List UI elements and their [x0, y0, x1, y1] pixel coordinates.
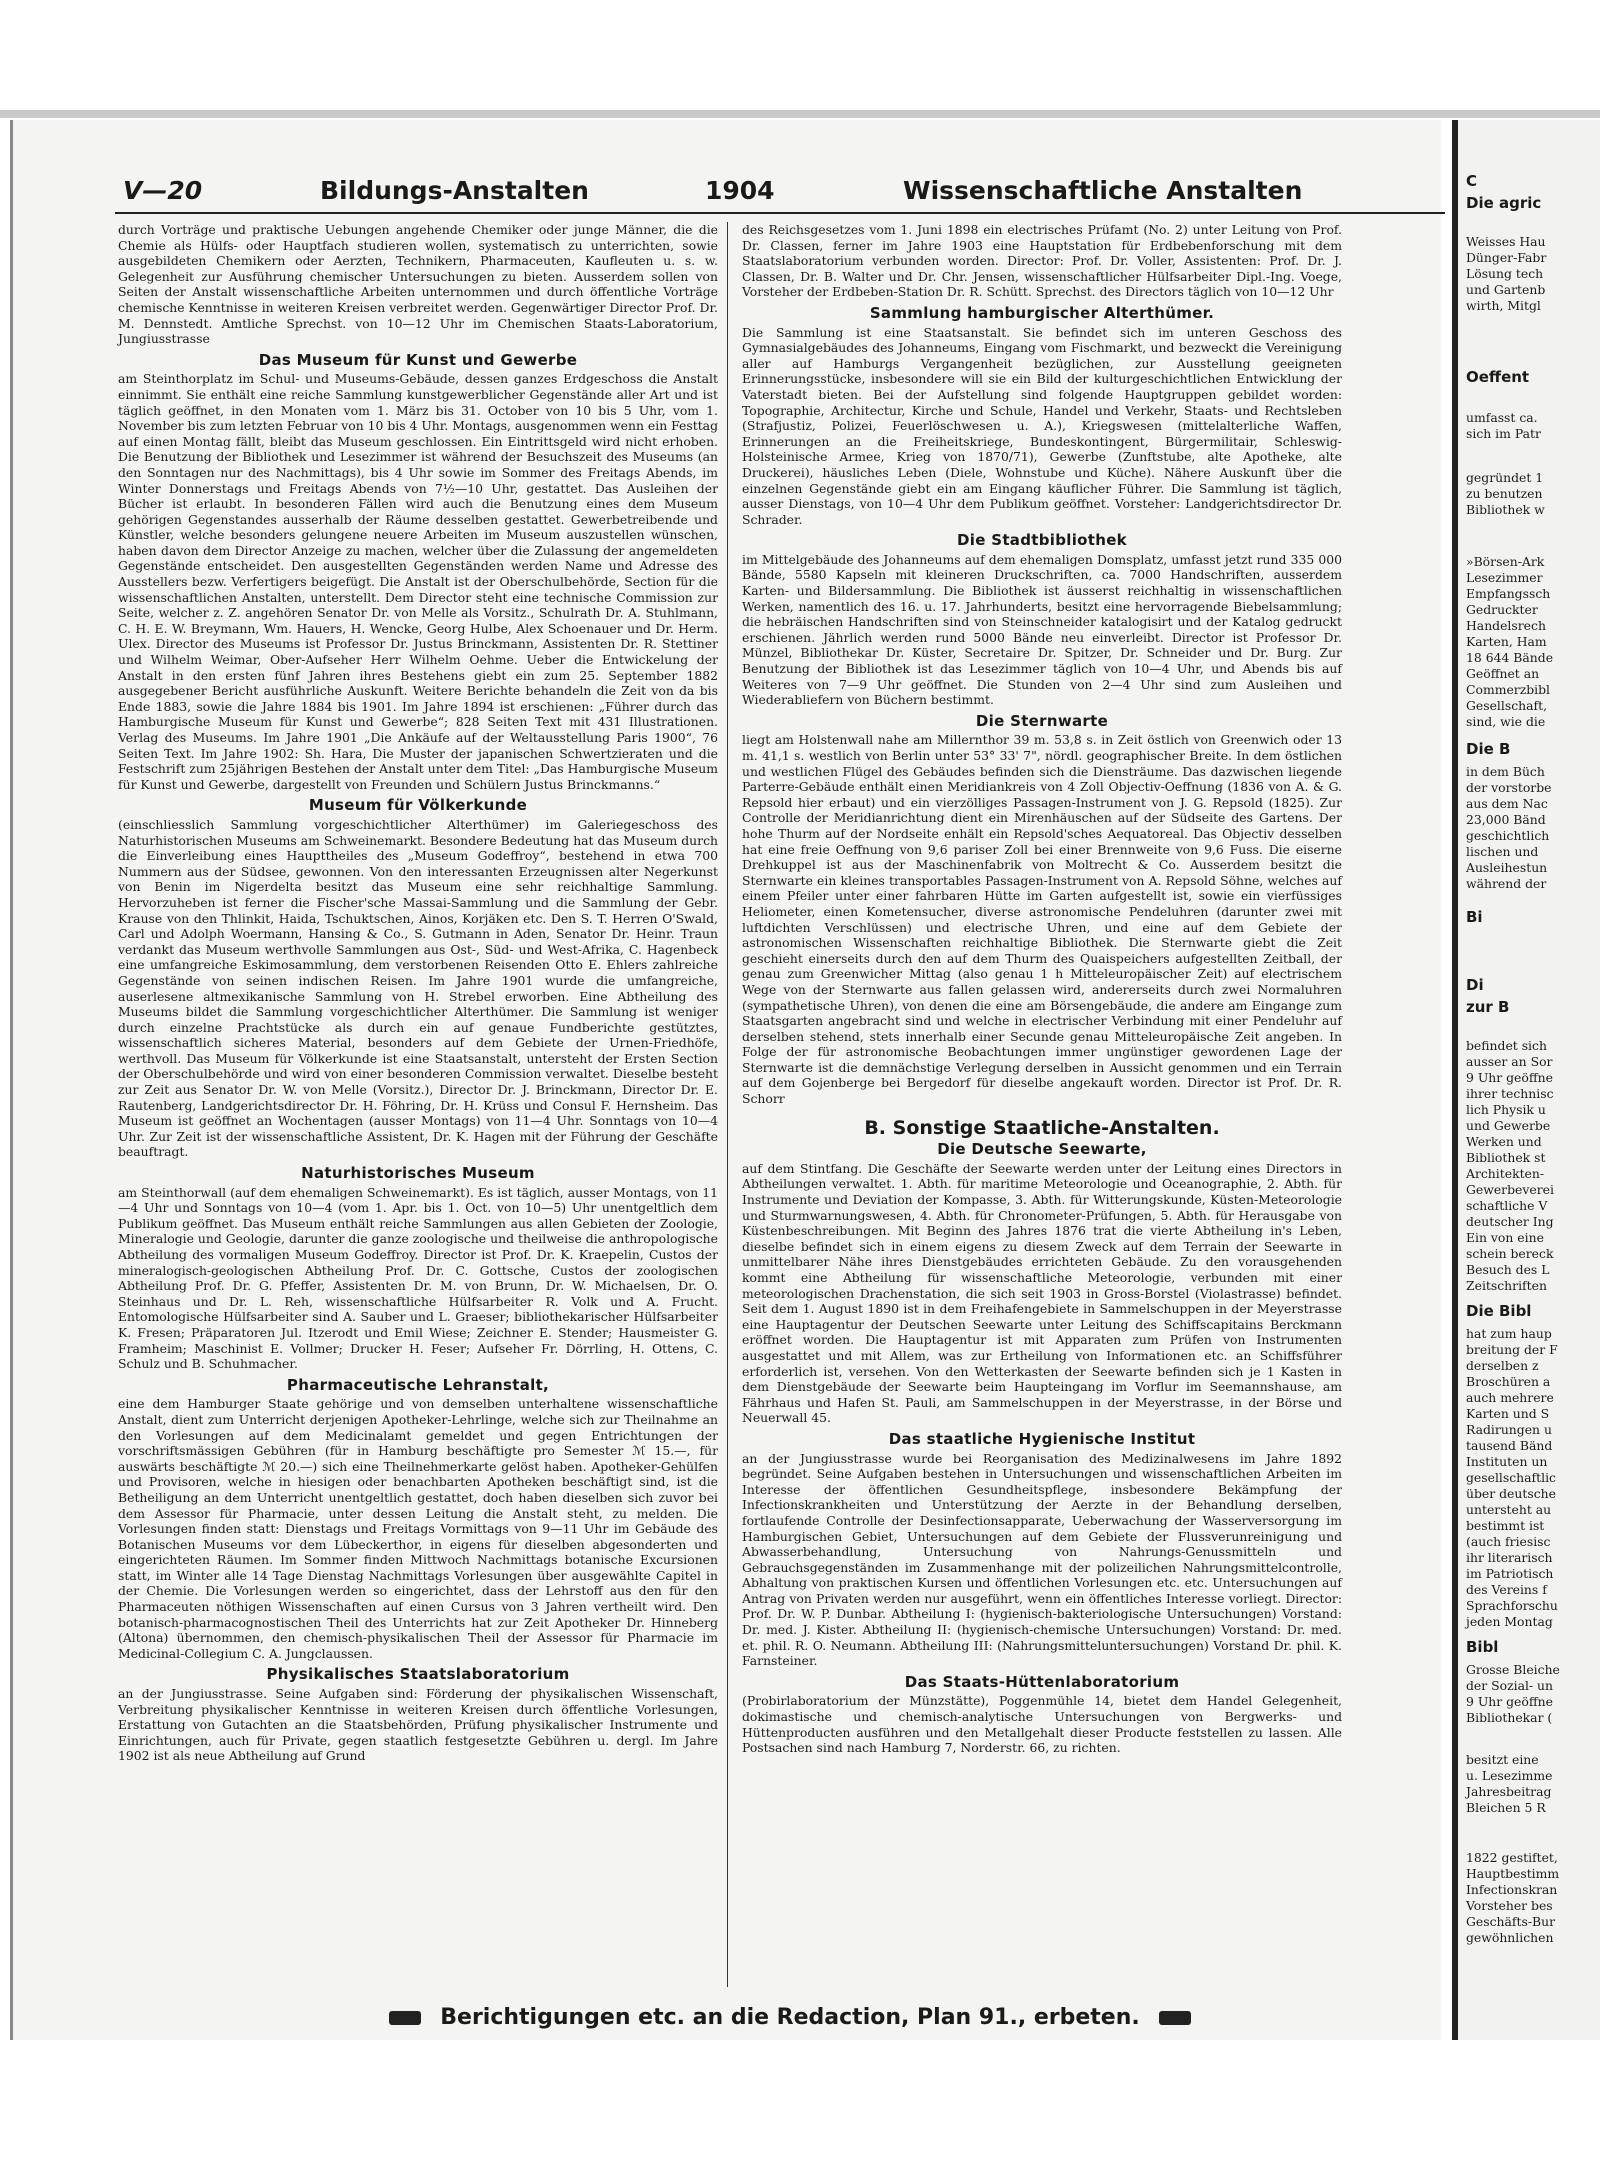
adjacent-line: Radirungen u	[1466, 1422, 1552, 1437]
adjacent-line: Hauptbestimm	[1466, 1866, 1560, 1881]
paragraph: des Reichsgesetzes vom 1. Juni 1898 ein electrisches Prüfamt (No. 2) unter Leitung von Prof. Dr. Classen, ferner im Jahre 1903 eine Hauptstation für Erdbebenforschung mit dem Staatslaboratorium verbunden worden. Director: Prof. Dr. Voller, Assistenten: Prof. Dr. J. Classen, Dr. B. Walter und Dr. Chr. Jensen, wissenschaftlicher Hülfsarbeiter Dipl.-Ing. Voege, Vorsteher der Erdbeben-Station Dr. R. Schütt. Sprechst. des Directors täglich von 10—12 Uhr	[742, 222, 1342, 300]
adjacent-line: Lesezimmer	[1466, 570, 1543, 585]
column-divider	[727, 222, 728, 1987]
paragraph: an der Jungiusstrasse. Seine Aufgaben sind: Förderung der physikalischen Wissenschaft, Verbreitung physikalischer Kenntnisse in weiteren Kreisen durch öffentliche Vorlesungen, Erstattung von Gutachten an die Staatsbehörden, Prüfung physikalischer Instrumente und Einrichtungen, auch für Private, gegen staatlich festgesetzte Gebühren u. dergl. Im Jahre 1902 ist als neue Abtheilung auf Grund	[118, 1686, 718, 1764]
adjacent-line: besitzt eine	[1466, 1752, 1539, 1767]
adjacent-line: Grosse Bleiche	[1466, 1662, 1560, 1677]
adjacent-line: Infectionskran	[1466, 1882, 1558, 1897]
adjacent-line: Jahresbeitrag	[1466, 1784, 1552, 1799]
section-heading: Die Stadtbibliothek	[957, 531, 1127, 550]
adjacent-line: Besuch des L	[1466, 1262, 1550, 1277]
page-number: V—20	[123, 176, 203, 205]
section-heading: Pharmaceutische Lehranstalt,	[286, 1375, 550, 1394]
adjacent-line: Geschäfts-Bur	[1466, 1914, 1556, 1929]
adjacent-line: Bleichen 5 R	[1466, 1800, 1546, 1815]
adjacent-line: Architekten-	[1466, 1166, 1545, 1181]
adjacent-line: Instituten un	[1466, 1454, 1548, 1469]
adjacent-line: Empfangssch	[1466, 586, 1551, 601]
adjacent-line: während der	[1466, 876, 1547, 891]
adjacent-line: »Börsen-Ark	[1466, 554, 1545, 569]
adjacent-line: geschichtlich	[1466, 828, 1550, 843]
adjacent-line: 1822 gestiftet,	[1466, 1850, 1558, 1865]
adjacent-heading: zur B	[1466, 998, 1510, 1016]
adjacent-line: Ausleihestun	[1466, 860, 1548, 875]
paragraph: im Mittelgebäude des Johanneums auf dem ehemaligen Domsplatz, umfasst jetzt rund 335 000 Bände, 5580 Kapseln mit kleineren Druckschriften, ca. 7000 Handschriften, ausserdem Karten- und Bildersammlung. Die Bibliothek ist äusserst reichhaltig in wissenschaftlichen Werken, namentlich des 16. u. 17. Jahrhunderts, besitzt eine hervorragende Biebelsammlung; die hebräischen Handschriften sind von Steinschneider katalogisirt und der Katalog gedruckt erschienen. Jährlich werden rund 5000 Bände neu einverleibt. Director ist Professor Dr. Münzel, Bibliothekar Dr. Küster, Secretaire Dr. Spitzer, Dr. Schneider und Dr. Burg. Zur Benutzung der Bibliothek ist das Lesezimmer täglich von 10—4 Uhr, und Abends bis auf Weiteres von 7—9 Uhr geöffnet. Die Stunden von 2—4 Uhr sind zum Ausleihen und Wiederabliefern von Büchern bestimmt.	[742, 551, 1342, 708]
paragraph: durch Vorträge und praktische Uebungen angehende Chemiker oder junge Männer, die die Chemie als Hülfs- oder Hauptfach studieren wollen, systematisch zu unterrichten, sowie ausgebildeten Chemikern oder Aerzten, Technikern, Pharmaceuten, Kaufleuten u. s. w. Gelegenheit zur Ausführung chemischer Untersuchungen zu bieten. Ausserdem sollen von Seiten der Anstalt wissenschaftliche Arbeiten unternommen und durch öffentliche Vorträge chemische Kenntnisse in weiteren Kreisen verbreitet werden. Gegenwärtiger Director Prof. Dr. M. Dennstedt. Amtliche Sprechst. von 10—12 Uhr im Chemischen Staats-Laboratorium, Jungiusstrasse	[118, 222, 718, 347]
scan-border-top	[0, 110, 1600, 118]
adjacent-line: im Patriotisch	[1466, 1566, 1554, 1581]
paragraph: an der Jungiusstrasse wurde bei Reorganisation des Medizinalwesens im Jahre 1892 begründet. Seine Aufgaben bestehen in Untersuchungen und wissenschaftlichen Arbeiten im Interesse der öffentlichen Gesundheitspflege, insbesondere Bekämpfung der Infectionskrankheiten und Unterstützung der Aerzte in der Behandlung derselben, fortlaufende Controlle der Desinfectionsapparate, Ueberwachung der Wasserversorgung im Hamburgischen Gebiet, Untersuchungen auf dem Gebiete der Flussverunreinigung und Abwasserbehandlung, Untersuchung von Nahrungs-Genussmitteln und Gebrauchsgegenständen im Zusammenhange mit der polizeilichen Nahrungsmittelcontrolle, Abhaltung von praktischen Kursen und öffentlichen Vorlesungen etc. etc. Untersuchungen auf Antrag von Privaten werden nur ausgeführt, wenn ein öffentliches Interesse vorliegt. Director: Prof. Dr. W. P. Dunbar. Abtheilung I: (hygienisch-bakteriologische Untersuchungen) Vorstand: Dr. med. J. Kister. Abtheilung II: (hygienisch-chemische Untersuchungen) Vorstand: Dr. med. et. phil. R. O. Neumann. Abtheilung III: (Nahrungsmitteluntersuchungen) Vorstand Dr. phil. K. Farnsteiner.	[742, 1450, 1342, 1669]
paragraph: eine dem Hamburger Staate gehörige und von demselben unterhaltene wissenschaftliche Anstalt, dient zum Unterricht derjenigen Apotheker-Lehrlinge, welche sich zur Theilnahme an den Vorlesungen auf dem Medicinalamt gemeldet und gegen Entrichtungen der vorschriftsmässigen Gebühren (für in Hamburg beschäftigte pro Semester ℳ 15.—, für auswärts beschäftigte ℳ 20.—) sich eine Theilnehmerkarte gelöst haben. Apotheker-Gehülfen und Provisoren, welche in hiesigen oder benachbarten Apotheken beschäftigt sind, ist die Betheiligung an dem Unterricht unentgeltlich gestattet, doch haben dieselben sich zuvor bei dem Assessor für Pharmacie, unter dessen Leitung die Anstalt steht, zu melden. Die Vorlesungen finden statt: Dienstags und Freitags Vormittags von 9—11 Uhr im Gebäude des Botanischen Museums vor dem Lübeckerthor, in eigens für dieselben abgesonderten und eingerichteten Räumen. Im Sommer finden Mittwoch Nachmittags botanische Excursionen statt, im Winter alle 14 Tage Dienstag Nachmittags Vorlesungen über ausgewählte Capitel in der Chemie. Die Vorlesungen werden so eingerichtet, dass der Lehrstoff aus den für den Pharmaceuten nöthigen Wissenschaften auf einen Cursus von 3 Jahren vertheilt wird. Den botanisch-pharmacognostischen Theil des Unterrichts hat zur Zeit Apotheker Dr. Hinneberg (Altona) übernommen, den chemisch-physikalischen Theil der Assessor für Pharmacie im Medicinal-Collegium C. A. Jungclaussen.	[118, 1396, 718, 1661]
paragraph: Die Sammlung ist eine Staatsanstalt. Sie befindet sich im unteren Geschoss des Gymnasialgebäudes des Johanneums, Eingang vom Fischmarkt, und bezweckt die Vereinigung aller auf Hamburgs Vergangenheit bezüglichen, zur Ausstellung geeigneten Erinnerungsstücke, insbesondere will sie ein Bild der kulturgeschichtlichen Entwicklung der Vaterstadt bieten. Bei der Aufstellung sind folgende Hauptgruppen gebildet worden: Topographie, Architectur, Kirche und Schule, Handel und Verkehr, Staats- und Rechtsleben (Strafjustiz, Polizei, Feuerlöschwesen u. A.), Kriegswesen (mittelalterliche Waffen, Erinnerungen an die Freiheitskriege, Bundeskontingent, Bürgermilitair, Schleswig-Holsteinische Armee, Krieg von 1870/71), Gewerbe (Zunftstube, alte Apotheke, alte Druckerei), häusliches Leben (Diele, Wohnstube und Küche). Nähere Auskunft über die einzelnen Gegenstände giebt ein am Eingang käuflicher Führer. Die Sammlung ist täglich, ausser Dienstags, von 10—4 Uhr dem Publikum geöffnet. Vorsteher: Landgerichtsdirector Dr. Schrader.	[742, 324, 1342, 527]
adjacent-line: Ein von eine	[1466, 1230, 1544, 1245]
adjacent-line: Commerzbibl	[1466, 682, 1551, 697]
paragraph: am Steinthorplatz im Schul- und Museums-Gebäude, dessen ganzes Erdgeschoss die Anstalt einnimmt. Sie enthält eine reiche Sammlung kunstgewerblicher Gegenstände aller Art und ist täglich geöffnet, in den Monaten vom 1. März bis 31. October von 10 bis 5 Uhr, vom 1. November bis zum letzten Februar von 10 bis 4 Uhr. Montags, ausgenommen wenn ein Festtag auf einen Montag fällt, bleibt das Museum geschlossen. Ein Eintrittsgeld wird nicht erhoben. Die Benutzung der Bibliothek und Lesezimmer ist während der Besuchszeit des Museums (an den Sonntagen nur des Nachmittags), bis 4 Uhr sowie im Sommer des Freitags Abends, im Winter Donnerstags und Freitags Abends von 7½—10 Uhr, gestattet. Das Ausleihen der Bücher ist erlaubt. In besonderen Fällen wird auch die Benutzung eines dem Museum gehörigen Gegenstandes ausserhalb der Räume desselben gestattet. Gewerbetreibende und Künstler, welche besonders gelungene neuere Arbeiten im Museum auszustellen wünschen, haben davon dem Director Anzeige zu machen, welcher über die Zulassung der angemeldeten Gegenstände entscheidet. Den ausgestellten Gegenständen werden Name und Adresse des Ausstellers bezw. Verfertigers beigefügt. Die Anstalt ist der Oberschulbehörde, Section für die wissenschaftlichen Anstalten, unterstellt. Dem Director steht eine technische Commission zur Seite, welcher z. Z. angehören Senator Dr. von Melle als Vorsitz., Schulrath Dr. A. Stuhlmann, C. H. E. W. Breymann, Wm. Hauers, H. Wencke, Georg Hulbe, Alex Schoenauer und Dr. Herm. Ulex. Director des Museums ist Professor Dr. Justus Brinckmann, Assistenten Dr. R. Stettiner und Wilhelm Weimar, Ober-Aufseher Herr Wilhelm Oehme. Ueber die Entwickelung der Anstalt in den ersten fünf Jahren ihres Bestehens giebt ein zum 25. September 1882 ausgegebener Bericht ausführliche Auskunft. Weitere Berichte behandeln die Zeit von da bis Ende 1883, sowie die Jahre 1884 bis 1901. Im Jahre 1894 ist erschienen: „Führer durch das Hamburgische Museum für Kunst und Gewerbe“; 828 Seiten Text mit 431 Illustrationen. Verlag des Museums. Im Jahre 1901 „Die Ankäufe auf der Weltausstellung Paris 1900“, 76 Seiten Text. Im Jahre 1902: Sh. Hara, Die Muster der japanischen Schwertzieraten und die Festschrift zum 25jährigen Bestehen der Anstalt unter dem Titel: „Das Hamburgische Museum für Kunst und Gewerbe, dargestellt von Freunden und Schülern Justus Brinckmanns.“	[118, 371, 719, 792]
adjacent-line: tausend Bänd	[1466, 1438, 1553, 1453]
adjacent-line: u. Lesezimme	[1466, 1768, 1553, 1783]
left-column	[118, 222, 718, 1764]
adjacent-line: aus dem Nac	[1466, 796, 1548, 811]
adjacent-line: ihrer technisc	[1466, 1086, 1554, 1101]
adjacent-line: sich im Patr	[1466, 426, 1541, 441]
section-heading: Physikalisches Staatslaboratorium	[266, 1665, 570, 1684]
right-column	[742, 222, 1342, 1756]
adjacent-line: Dünger-Fabr	[1466, 250, 1547, 265]
adjacent-heading: Die B	[1466, 740, 1511, 758]
section-heading: Das Staats-Hüttenlaboratorium	[904, 1672, 1180, 1691]
section-heading: Sammlung hamburgischer Alterthümer.	[869, 303, 1215, 322]
section-heading: Museum für Völkerkunde	[308, 796, 528, 815]
adjacent-line: in dem Büch	[1466, 764, 1545, 779]
adjacent-line: Karten, Ham	[1466, 634, 1547, 649]
paragraph: am Steinthorwall (auf dem ehemaligen Schweinemarkt). Es ist täglich, ausser Montags, von 11—4 Uhr und Sonntags von 10—4 (vom 1. Apr. bis 1. Oct. von 10—5) Uhr unentgeltlich dem Publikum geöffnet. Das Museum enthält reiche Sammlungen aus allen Gebieten der Zoologie, Mineralogie und Geologie, darunter die ganze zoologische und theilweise die anthropologische Abtheilung des vormaligen Museum Godeffroy. Director ist Prof. Dr. K. Kraepelin, Custos der mineralogisch-geologischen Abtheilung Prof. Dr. C. Gottsche, Custos der zoologischen Abtheilung Prof. Dr. G. Pfeffer, Assistenten Dr. M. von Brunn, Dr. W. Michaelsen, Dr. O. Steinhaus und Dr. L. Reh, wissenschaftliche Hülfsarbeiter R. Volk und A. Frucht. Entomologische Hülfsarbeiter sind A. Sauber und L. Graeser; bibliothekarischer Hülfsarbeiter K. Fresen; Präparatoren Jul. Itzerodt und Emil Wiese; Zeichner E. Stender; Hausmeister G. Framheim; Maschinist E. Vollmer; Drucker H. Feser; Aufseher Fr. Dörrling, H. Ottens, C. Schulz und B. Schuhmacher.	[118, 1184, 718, 1372]
section-heading: Das staatliche Hygienische Institut	[888, 1429, 1196, 1448]
adjacent-line: ausser an Sor	[1466, 1054, 1553, 1069]
adjacent-line: der vorstorbe	[1466, 780, 1552, 795]
adjacent-line: befindet sich	[1466, 1038, 1547, 1053]
header-left-title: Bildungs-Anstalten	[320, 176, 589, 205]
adjacent-line: (auch friesisc	[1466, 1534, 1551, 1549]
adjacent-line: über deutsche	[1466, 1486, 1556, 1501]
adjacent-line: Broschüren a	[1466, 1374, 1551, 1389]
adjacent-line: Gewerbeverei	[1466, 1182, 1554, 1197]
adjacent-line: derselben z	[1466, 1358, 1539, 1373]
adjacent-line: Gesellschaft,	[1466, 698, 1548, 713]
adjacent-heading: Bibl	[1466, 1638, 1499, 1656]
adjacent-line: Geöffnet an	[1466, 666, 1540, 681]
section-heading: B. Sonstige Staatliche-Anstalten.	[864, 1116, 1220, 1139]
paragraph: (einschliesslich Sammlung vorgeschichtlicher Alterthümer) im Galeriegeschoss des Naturhistorischen Museums am Schweinemarkt. Besondere Bedeutung hat das Museum durch die Einverleibung eines Haupttheiles des „Museum Godeffroy“, bestehend in etwa 700 Nummern aus der Südsee, gewonnen. Von den interessanten Erzeugnissen alter Negerkunst von Benin im Nigerdelta besitzt das Museum eine sehr reichhaltige Sammlung. Hervorzuheben ist ferner die Fischer'sche Massai-Sammlung und die Sammlung der Gebr. Krause von den Thlinkit, Haida, Tschuktschen, Ainos, Korjäken etc. Den S. T. Herren O'Swald, Carl und Adolph Woermann, Hansing & Co., S. Gutmann in Aden, Senator Dr. Heinr. Traun verdankt das Museum werthvolle Sammlungen aus Ost-, Süd- und West-Afrika, C. Hagenbeck eine umfangreiche Eskimosammlung, dem verstorbenen Reisenden Otto E. Ehlers zahlreiche Gegenstände von seinen indischen Reisen. Im Jahre 1901 wurde die umfangreiche, auserlesene altmexikanische Sammlung von H. Strebel erworben. Eine Abtheilung des Museums bildet die Sammlung vorgeschichtlicher Alterthümer. Die Sammlung ist weniger durch einzelne Prachtstücke als durch ein auf genaue Fundberichte gestütztes, wissenschaftlich sicheres Material, besonders auf dem Gebiete der Urnen-Friedhöfe, werthvoll. Das Museum für Völkerkunde ist eine Staatsanstalt, untersteht der Ersten Section der Oberschulbehörde und wird von einer besonderen Commission verwaltet. Dieselbe besteht zur Zeit aus Senator Dr. W. von Melle (Vorsitz.), Director Dr. J. Brinckmann, Director Dr. E. Rautenberg, Landgerichtsdirector Dr. H. Föhring, Dr. H. Krüss und Consul F. Hernsheim. Das Museum ist geöffnet an Wochentagen (ausser Montags) von 11—4 Uhr. Sonntags von 10—4 Uhr. Zur Zeit ist der wissenschaftliche Assistent, Dr. K. Hagen mit der Führung der Geschäfte beauftragt.	[118, 816, 718, 1160]
adjacent-line: Zeitschriften	[1466, 1278, 1547, 1293]
adjacent-line: Weisses Hau	[1466, 234, 1546, 249]
adjacent-line: 9 Uhr geöffne	[1466, 1694, 1553, 1709]
adjacent-line: deutscher Ing	[1466, 1214, 1554, 1229]
adjacent-line: Karten und S	[1466, 1406, 1550, 1421]
adjacent-line: gewöhnlichen	[1466, 1930, 1554, 1945]
header-rule	[115, 212, 1445, 214]
adjacent-line: breitung der F	[1466, 1342, 1558, 1357]
adjacent-line: Handelsrech	[1466, 618, 1546, 633]
adjacent-line: Bibliothekar (	[1466, 1710, 1553, 1725]
adjacent-line: 23,000 Bänd	[1466, 812, 1546, 827]
adjacent-line: ihr literarisch	[1466, 1550, 1553, 1565]
adjacent-line: gesellschaftlic	[1466, 1470, 1556, 1485]
adjacent-line: 18 644 Bände	[1466, 650, 1554, 665]
section-heading: Das Museum für Kunst und Gewerbe	[258, 350, 578, 369]
adjacent-line: Werken und	[1466, 1134, 1542, 1149]
section-heading: Die Sternwarte	[975, 711, 1109, 730]
adjacent-line: bestimmt ist	[1466, 1518, 1545, 1533]
adjacent-line: Lösung tech	[1466, 266, 1544, 281]
adjacent-line: der Sozial- un	[1466, 1678, 1554, 1693]
adjacent-line: schaftliche V	[1466, 1198, 1548, 1213]
adjacent-line: untersteht au	[1466, 1502, 1552, 1517]
paragraph: liegt am Holstenwall nahe am Millernthor 39 m. 53,8 s. in Zeit östlich von Greenwich oder 13 m. 41,1 s. westlich von Berlin unter 53° 33' 7", nördl. geographischer Breite. In dem östlichen und westlichen Flügel des Gebäudes befinden sich die Diensträume. Das dazwischen liegende Parterre-Gebäude enthält einen Meridiankreis von 4 Zoll Objectiv-Oeffnung (1836 von A. & G. Repsold hier erbaut) und ein vierzölliges Passagen-Instrument von J. G. Repsold (1825). Zur Controlle der Meridianrichtung dient ein Mirenhäuschen auf der Südseite des Gartens. Der hohe Thurm auf der Nordseite enhält ein Repsold'sches Aequatoreal. Das Objectiv desselben hat eine freie Oeffnung von 9,6 pariser Zoll bei einer Brennweite von 9,6 Fuss. Die eiserne Drehkuppel ist aus der Maschinenfabrik von Moltrecht & Co. Ausserdem besitzt die Sternwarte ein kleines transportables Passagen-Instrument von A. Repsold Söhne, welches auf einem Pfeiler unter einer fahrbaren Hütte im Garten aufgestellt ist, sowie ein vierfüssiges Heliometer, einen Kometensucher, diverse astronomische Pendeluhren (darunter zwei mit luftdichten Verschlüssen) und electrische Uhren, und eine auf dem Gebiete der astronomischen Wissenschaften reichhaltige Bibliothek. Die Sternwarte giebt die Zeit geschieht einerseits durch den auf dem Thurm des Quaispeichers aufgestellten Zeitball, der genau zum Greenwicher Mittag (also genau 1 h Mitteleuropäischer Zeit) auf electrischem Wege von der Sternwarte aus fallen gelassen wird, andererseits durch zwei Normaluhren (sympathetische Uhren), von denen die eine am Börsengebäude, die andere am Eingange zum Staatsgarten angebracht sind und welche in electrischer Verbindung mit einer Pendeluhr auf derselben stehend, stets innerhalb einer Secunde genau Mitteleuropäische Zeit angeben. In Folge der für astronomische Beobachtungen immer ungünstiger gewordenen Lage der Sternwarte ist die demnächstige Verlegung derselben in Aussicht genommen und ein Terrain auf dem Gojenberge bei Bergedorf für dieselbe angekauft worden. Director ist Prof. Dr. R. Schorr	[742, 732, 1342, 1107]
adjacent-line: zu benutzen	[1466, 486, 1543, 501]
adjacent-line: des Vereins f	[1466, 1582, 1547, 1597]
adjacent-line: wirth, Mitgl	[1466, 298, 1541, 313]
header-right-title: Wissenschaftliche Anstalten	[903, 176, 1303, 205]
adjacent-page	[1452, 120, 1600, 2040]
adjacent-heading: Die agric	[1466, 194, 1542, 212]
adjacent-line: jeden Montag	[1466, 1614, 1553, 1629]
pointing-hand-icon	[389, 2011, 421, 2025]
paragraph: (Probirlaboratorium der Münzstätte), Poggenmühle 14, bietet dem Handel Gelegenheit, dokimastische und chemisch-analytische Untersuchungen von Bergwerks- und Hüttenproducten ausführen und den Metallgehalt dieser Producte feststellen zu lassen. Alle Postsachen sind nach Hamburg 7, Norderstr. 66, zu richten.	[742, 1693, 1342, 1756]
adjacent-heading: Die Bibl	[1466, 1302, 1532, 1320]
adjacent-heading: Bi	[1466, 908, 1483, 926]
adjacent-line: gegründet 1	[1466, 470, 1544, 485]
adjacent-line: lich Physik u	[1466, 1102, 1546, 1117]
adjacent-heading: C	[1466, 172, 1478, 190]
adjacent-line: lischen und	[1466, 844, 1539, 859]
adjacent-line: Vorsteher bes	[1466, 1898, 1553, 1913]
adjacent-line: Bibliothek w	[1466, 502, 1545, 517]
adjacent-line: Sprachforschu	[1466, 1598, 1558, 1613]
section-heading: Die Deutsche Seewarte,	[937, 1140, 1147, 1159]
footer-text: Berichtigungen etc. an die Redaction, Plan 91., erbeten.	[440, 2005, 1140, 2030]
adjacent-line: umfasst ca.	[1466, 410, 1538, 425]
adjacent-line: und Gewerbe	[1466, 1118, 1551, 1133]
header-year: 1904	[705, 176, 775, 205]
page-header	[115, 172, 1445, 206]
adjacent-line: hat zum haup	[1466, 1326, 1552, 1341]
page-footer	[340, 2005, 1240, 2030]
paragraph: auf dem Stintfang. Die Geschäfte der Seewarte werden unter der Leitung eines Directors in Abtheilungen verwaltet. 1. Abth. für maritime Meteorologie und Oceanographie, 2. Abth. für Instrumente und Deviation der Kompasse, 3. Abth. für Witterungskunde, Küsten-Meteorologie und Sturmwarnungswesen, 4. Abth. für Chronometer-Prüfungen, 5. Abth. für Herausgabe von Küstenbeschreibungen. Mit Beginn des Jahres 1876 trat die vierte Abtheilung in's Leben, dieselbe befindet sich in einem eigens zu diesem Zweck auf dem Terrain der Seewarte in unmittelbarer Nähe ihres Dienstgebäudes errichteten Gebäude. Zu den vorausgehenden kommt eine Abtheilung für wissenschaftliche Meteorologie, verbunden mit einer meteorologischen Drachenstation, die sich seit 1903 in Gross-Borstel (Violastrasse) befindet. Seit dem 1. August 1890 ist in dem Freihafengebiete in Sammelschuppen in der Meyerstrasse eine Hauptagentur der Deutschen Seewarte unter Leitung des Schiffscapitains Berckmann eröffnet worden. Die Hauptagentur ist mit Apparaten zum Prüfen von Instrumenten ausgestattet und mit Allem, was zur Ertheilung von Informationen etc. an Schiffsführer erforderlich ist, versehen. Von den Wetterkasten der Seewarte befinden sich je 1 Kasten in dem Dienstgebäude der Seewarte beim Haupteingang im Vorflur im Seemannshause, am Fährhaus und Hafen St. Pauli, am Sammelschuppen in der Meyerstrasse, in der Börse und Neuerwall 45.	[742, 1160, 1342, 1426]
adjacent-heading: Oeffent	[1466, 368, 1530, 386]
section-heading: Naturhistorisches Museum	[301, 1164, 535, 1183]
adjacent-line: auch mehrere	[1466, 1390, 1554, 1405]
adjacent-line: 9 Uhr geöffne	[1466, 1070, 1553, 1085]
adjacent-line: schein bereck	[1466, 1246, 1554, 1261]
adjacent-line: und Gartenb	[1466, 282, 1546, 297]
adjacent-heading: Di	[1466, 976, 1484, 994]
adjacent-line: Bibliothek st	[1466, 1150, 1546, 1165]
hamburg-emblem-icon	[1159, 2011, 1191, 2025]
adjacent-line: sind, wie die	[1466, 714, 1546, 729]
adjacent-line: Gedruckter	[1466, 602, 1538, 617]
